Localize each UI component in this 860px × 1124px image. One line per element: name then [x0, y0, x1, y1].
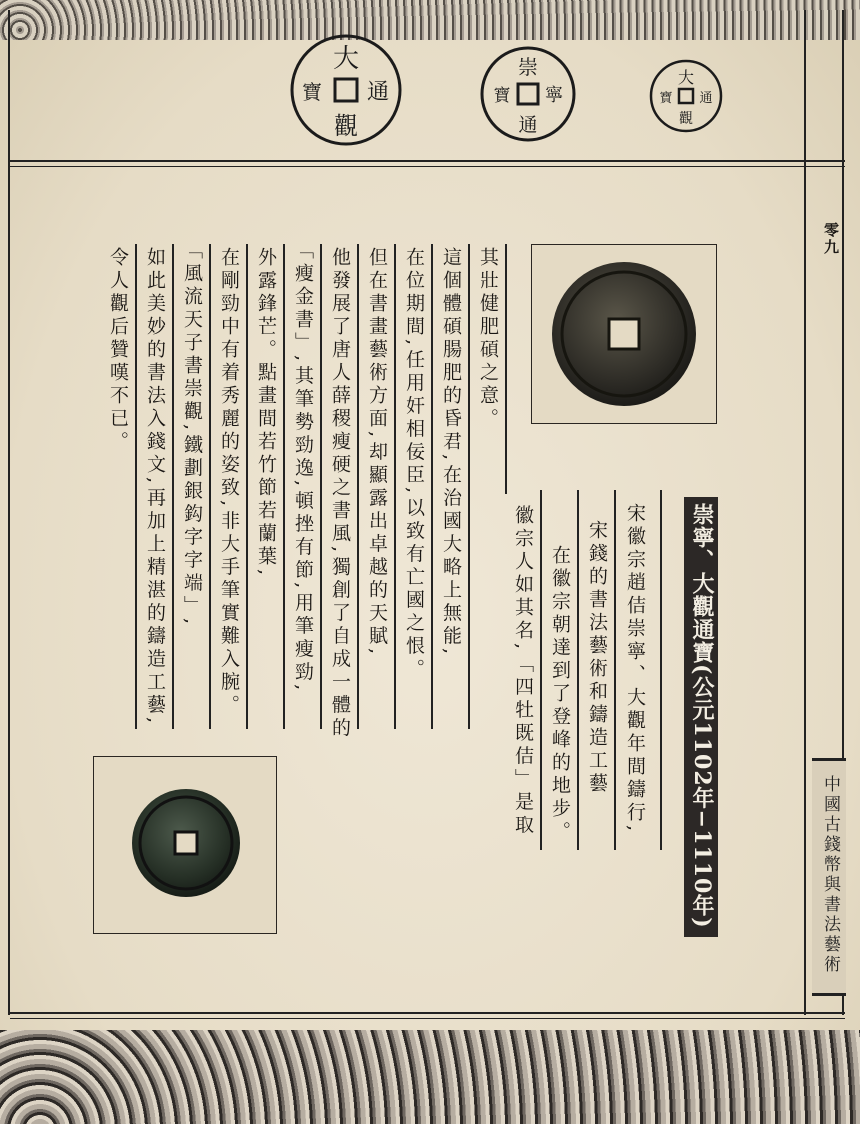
- body-column-3: 在位期間,任用奸相佞臣,以致有亡國之恨。: [403, 247, 425, 682]
- column-rule: [357, 244, 359, 729]
- column-rule: [577, 490, 579, 850]
- body-column-11: 令人觀后贊嘆不已。: [107, 247, 129, 454]
- coin-3-char-top: 大: [677, 68, 695, 87]
- coin-2-char-left: 寶: [493, 86, 511, 106]
- bottom-rule-2: [10, 1018, 845, 1019]
- coin-1-char-left: 寶: [302, 80, 322, 104]
- body-column-7: 外露鋒芒。點畫間若竹節若蘭葉,: [255, 247, 277, 580]
- column-rule: [540, 490, 542, 850]
- column-rule: [283, 244, 285, 729]
- article-title: 崇寧、大觀通寶(公元1102年−1110年): [689, 503, 715, 929]
- bottom-wave-border: [0, 1030, 860, 1124]
- page-number: 零九: [822, 222, 840, 256]
- coin-drawing-daguan-small: [648, 58, 724, 134]
- coin-drawing-daguan-large: [288, 32, 404, 148]
- column-rule: [394, 244, 396, 729]
- coin-1-char-right: 通: [366, 80, 390, 105]
- column-rule: [320, 244, 322, 729]
- column-rule: [505, 244, 507, 494]
- intro-column-4: 徽宗人如其名,「四牡既佶」是取: [512, 505, 534, 838]
- body-column-10: 如此美妙的書法入錢文,再加上精湛的鑄造工藝,: [144, 247, 166, 728]
- right-rule: [804, 10, 806, 1015]
- column-rule: [172, 244, 174, 729]
- column-rule: [246, 244, 248, 729]
- coin-2-char-top: 崇: [518, 55, 538, 79]
- body-column-2: 這個體碩腸肥的昏君,在治國大略上無能,: [440, 247, 462, 659]
- coin-photo-daguan: [94, 757, 276, 933]
- body-column-1: 其壯健肥碩之意。: [477, 247, 499, 431]
- left-rule: [8, 10, 10, 1015]
- column-rule: [135, 244, 137, 729]
- body-column-8: 在剛勁中有着秀麗的姿致,非大手筆實難入腕。: [218, 247, 240, 718]
- coin-photo-chongning: [532, 245, 716, 423]
- bottom-rule: [10, 1012, 845, 1014]
- body-column-9: 「風流天子書崇觀,鐵劃銀鈎字字端」,: [181, 240, 203, 629]
- intro-column-2: 宋錢的書法藝術和鑄造工藝: [586, 520, 608, 796]
- coin-drawing-chongning: [478, 44, 578, 144]
- top-rule: [10, 160, 845, 162]
- coin-3-char-right: 通: [699, 91, 713, 106]
- coin-3-char-bottom: 觀: [679, 111, 693, 127]
- coin-2-char-right: 寧: [545, 85, 563, 106]
- top-wave-border: [0, 0, 860, 40]
- coin-photo-chongning-frame: [531, 244, 717, 424]
- coin-1-char-bottom: 觀: [334, 112, 358, 140]
- column-rule: [468, 244, 470, 729]
- top-rule-2: [10, 166, 845, 167]
- body-column-4: 但在書畫藝術方面,却顯露出卓越的天賦,: [366, 247, 388, 659]
- coin-photo-daguan-frame: [93, 756, 277, 934]
- side-tab-label: 中國古錢幣與書法藝術: [820, 775, 840, 975]
- body-column-5: 他發展了唐人薛稷瘦硬之書風,獨創了自成一體的: [329, 247, 351, 741]
- body-column-6: 「瘦金書」,其筆勢勁逸,頓挫有節,用筆瘦勁,: [292, 240, 314, 695]
- intro-column-3: 在徽宗朝達到了登峰的地步。: [549, 545, 571, 844]
- column-rule: [209, 244, 211, 729]
- coin-2-char-bottom: 通: [518, 114, 538, 136]
- coin-1-char-top: 大: [332, 44, 360, 74]
- column-rule: [660, 490, 662, 850]
- column-rule: [614, 490, 616, 850]
- intro-column-1: 宋徽宗趙佶崇寧、大觀年間鑄行,: [624, 503, 646, 836]
- coin-3-char-left: 寶: [659, 91, 673, 106]
- column-rule: [431, 244, 433, 729]
